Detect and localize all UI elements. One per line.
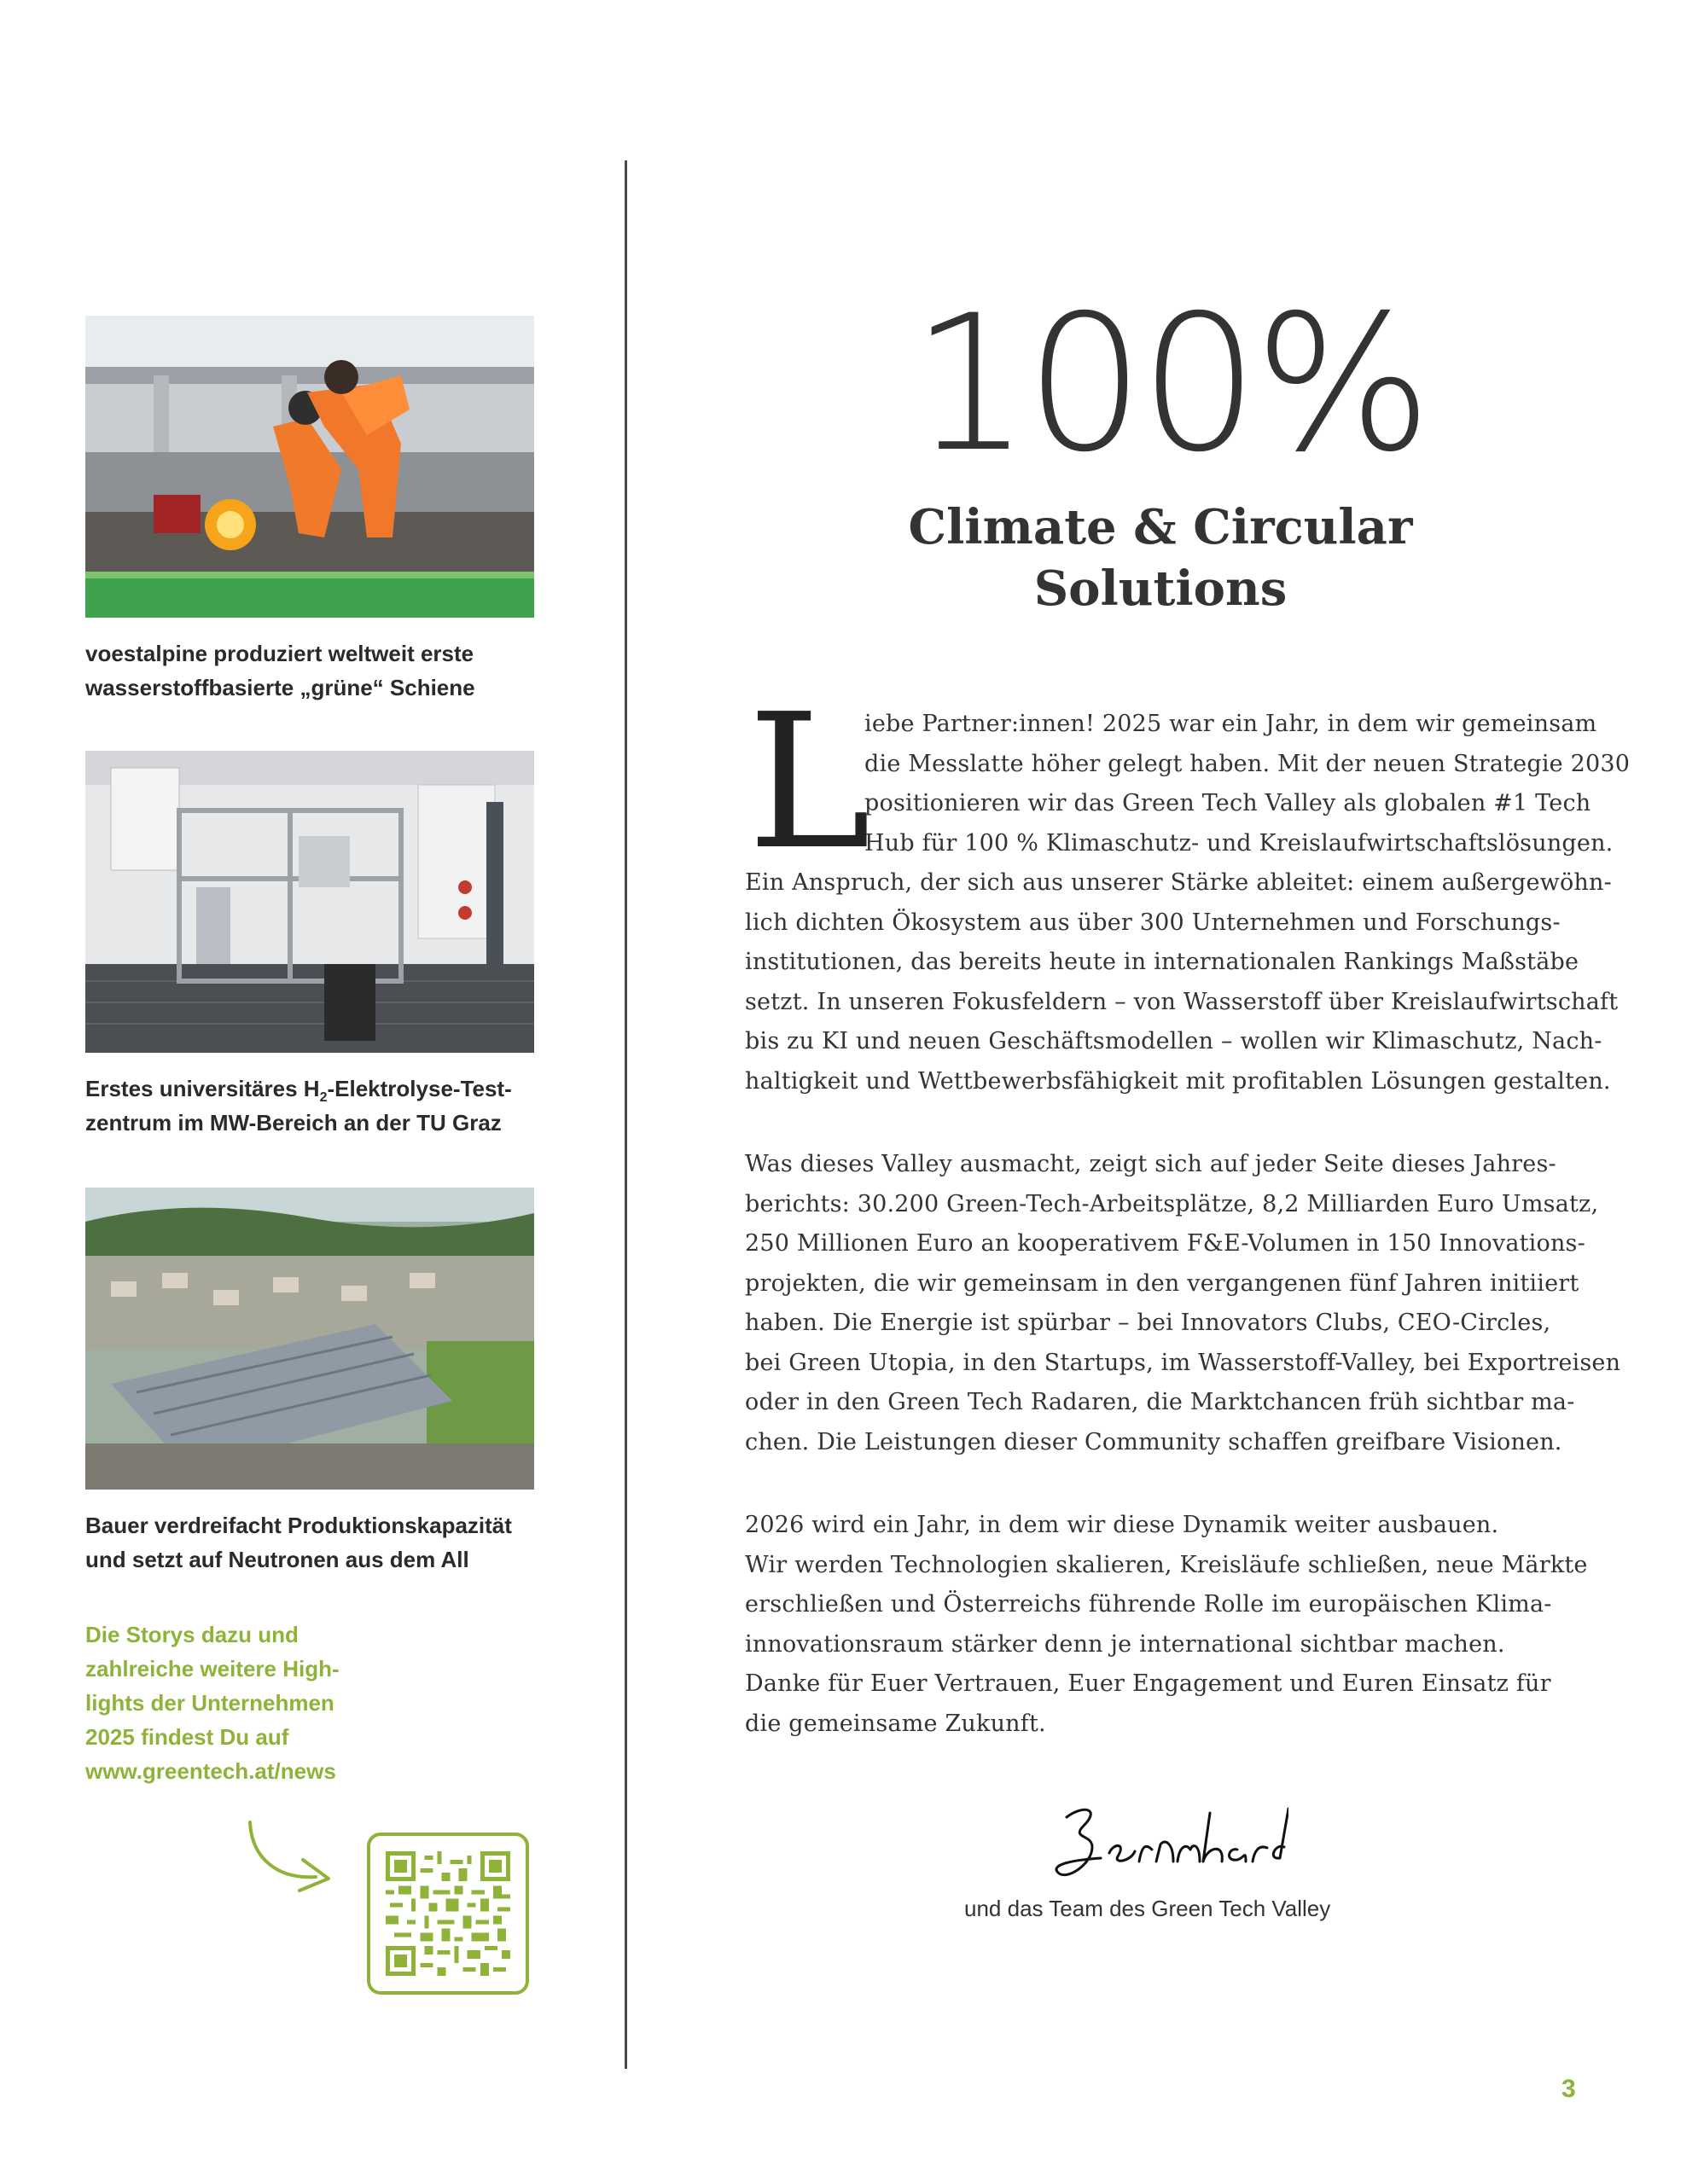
page-title: [819, 497, 1502, 619]
body-line: erschließen und Österreichs führende Rolle im europäischen Klima-: [745, 1591, 1552, 1618]
promo-line: Die Storys dazu und: [85, 1622, 299, 1647]
body-line: haltigkeit und Wettbewerbsfähigkeit mit profitablen Lösungen gestalten.: [745, 1067, 1611, 1095]
body-line: setzt. In unseren Fokusfeldern – von Wasserstoff über Kreislaufwirtschaft: [745, 988, 1619, 1015]
caption-line: wasserstoffbasierte „grüne“ Schiene: [85, 675, 475, 700]
body-line: 250 Millionen Euro an kooperativem F&E-Volumen in 150 Innovations-: [745, 1230, 1585, 1257]
body-line: bis zu KI und neuen Geschäftsmodellen – wollen wir Klimaschutz, Nach-: [745, 1028, 1602, 1054]
curved-arrow-icon: [243, 1815, 337, 1901]
body-line: Danke für Euer Vertrauen, Euer Engagement und Euren Einsatz für: [745, 1670, 1551, 1697]
body-line: Wir werden Technologien skalieren, Kreisläufe schließen, neue Märkte: [745, 1551, 1588, 1578]
news-promo-text: [85, 1618, 393, 1788]
signature-bernhard: [1032, 1800, 1288, 1894]
body-line: die gemeinsame Zukunft.: [745, 1710, 1046, 1737]
caption-story-3: [85, 1508, 563, 1577]
caption-story-2: [85, 1072, 563, 1140]
column-divider: [625, 160, 627, 2069]
body-line: bei Green Utopia, in den Startups, im Wasserstoff-Valley, bei Exportreisen: [745, 1349, 1621, 1376]
body-line: oder in den Green Tech Radaren, die Marktchancen früh sichtbar ma-: [745, 1389, 1575, 1415]
caption-line: voestalpine produziert weltweit erste: [85, 641, 474, 666]
body-line: berichts: 30.200 Green-Tech-Arbeitsplätze, 8,2 Milliarden Euro Umsatz,: [745, 1190, 1599, 1217]
qr-code[interactable]: [367, 1833, 529, 1995]
body-line: chen. Die Leistungen dieser Community schaffen greifbare Visionen.: [745, 1428, 1562, 1455]
caption-story-1: [85, 636, 563, 705]
title-line: Solutions: [1033, 561, 1288, 617]
body-line: Was dieses Valley ausmacht, zeigt sich auf jeder Seite dieses Jahres-: [745, 1151, 1556, 1177]
body-line: Hub für 100 % Klimaschutz- und Kreislaufwirtschaftslösungen.: [864, 829, 1614, 857]
photo-electrolysis-lab: [85, 751, 534, 1053]
photo-rail-welding: [85, 316, 534, 618]
paragraph-3: [745, 1506, 1588, 1744]
caption-line: zentrum im MW-Bereich an der TU Graz: [85, 1110, 502, 1136]
signature-team: und das Team des Green Tech Valley: [964, 1896, 1331, 1921]
drop-cap: L: [747, 675, 871, 891]
promo-line: 2025 findest Du auf: [85, 1724, 289, 1750]
page-number: 3: [1562, 2075, 1576, 2103]
big-number: 100%: [910, 275, 1428, 493]
caption-line: Bauer verdreifacht Produktionskapazität: [85, 1513, 512, 1538]
body-line: die Messlatte höher gelegt haben. Mit der neuen Strategie 2030: [864, 750, 1631, 777]
promo-line: lights der Unternehmen: [85, 1690, 334, 1716]
subscript: 2: [319, 1090, 328, 1105]
caption-line: und setzt auf Neutronen aus dem All: [85, 1547, 469, 1572]
photo-factory-aerial: [85, 1188, 534, 1490]
news-link[interactable]: www.greentech.at/news: [85, 1758, 336, 1784]
paragraph-1: [745, 705, 1631, 1101]
body-line: projekten, die wir gemeinsam in den vergangenen fünf Jahren initiiert: [745, 1269, 1579, 1297]
promo-line: zahlreiche weitere High-: [85, 1656, 340, 1682]
body-line: positionieren wir das Green Tech Valley als globalen #1 Tech: [864, 790, 1591, 816]
body-line: Ein Anspruch, der sich aus unserer Stärke ableitet: einem außergewöhn-: [745, 869, 1612, 896]
body-line: innovationsraum stärker denn je international sichtbar machen.: [745, 1630, 1505, 1658]
paragraph-2: [745, 1145, 1621, 1462]
body-line: iebe Partner:innen! 2025 war ein Jahr, in dem wir gemeinsam: [864, 711, 1597, 737]
title-line: Climate & Circular: [908, 499, 1413, 555]
body-line: lich dichten Ökosystem aus über 300 Unternehmen und Forschungs-: [745, 909, 1561, 936]
body-line: haben. Die Energie ist spürbar – bei Innovators Clubs, CEO-Circles,: [745, 1310, 1551, 1336]
caption-text: -Elektrolyse-Test-: [327, 1076, 512, 1101]
body-line: institutionen, das bereits heute in internationalen Rankings Maßstäbe: [745, 949, 1579, 975]
body-line: 2026 wird ein Jahr, in dem wir diese Dynamik weiter ausbauen.: [745, 1512, 1499, 1538]
caption-text: Erstes universitäres H: [85, 1076, 320, 1101]
